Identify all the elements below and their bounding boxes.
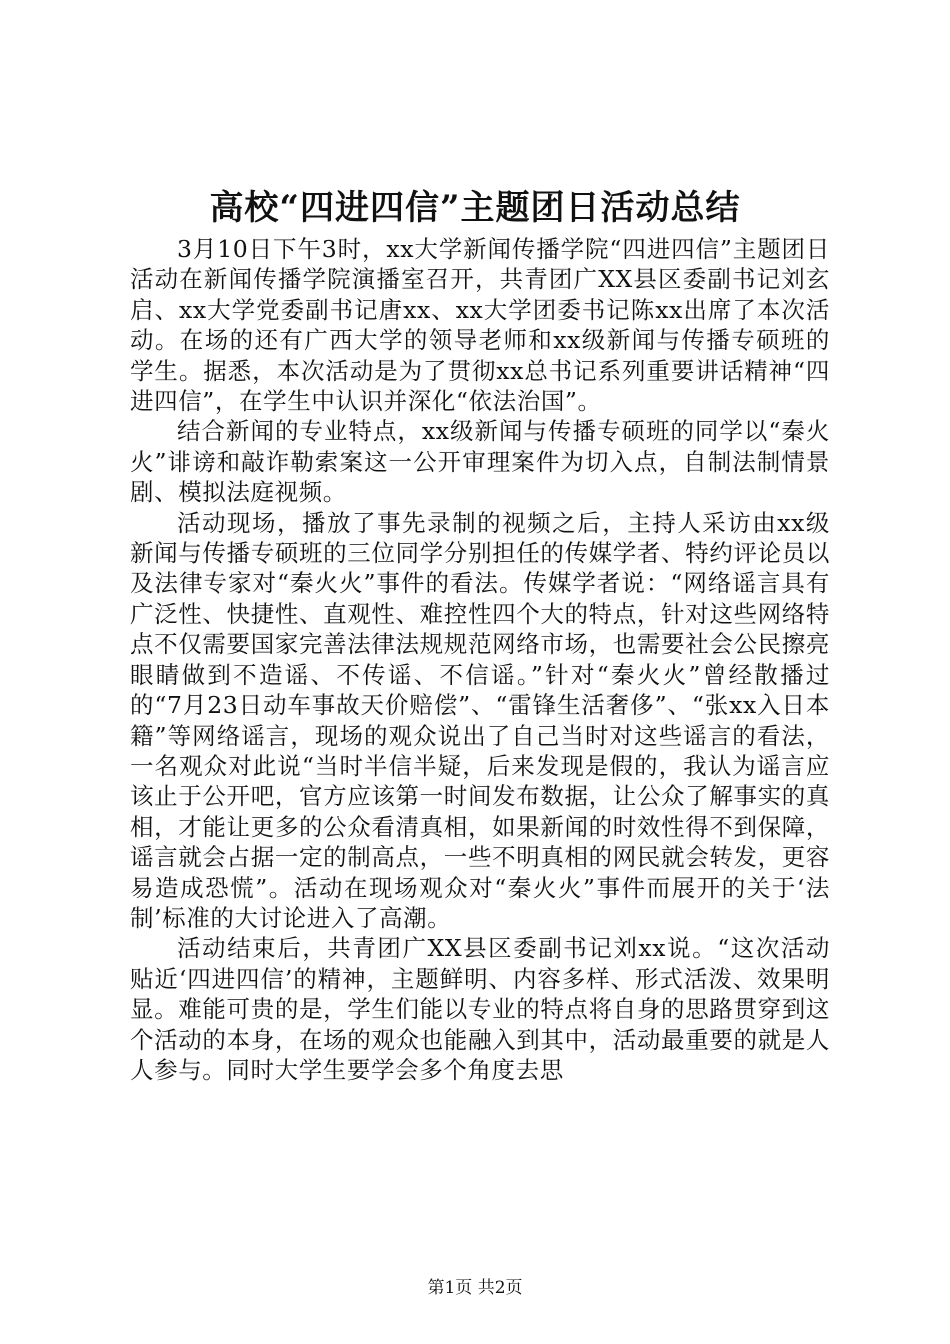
paragraph: 活动现场，播放了事先录制的视频之后，主持人采访由xx级新闻与传播专硕班的三位同学分别担任的传媒学者、特约评论员以及法律专家对“秦火火”事件的看法。传媒学者说：“网络谣言具有广泛性、快捷性、直观性、难控性四个大的特点，针对这些网络特点不仅需要国家完善法律法规规范网络市场，也需要社会公民擦亮眼睛做到不造谣、不传谣、不信谣。”针对“秦火火”曾经散播过的“7月23日动车事故天价赔偿”、“雷锋生活奢侈”、“张xx入日本籍”等网络谣言，现场的观众说出了自己当时对这些谣言的看法，一名观众对此说“当时半信半疑，后来发现是假的，我认为谣言应该止于公开吧，官方应该第一时间发布数据，让公众了解事实的真相，才能让更多的公众看清真相，如果新闻的时效性得不到保障，谣言就会占据一定的制高点，一些不明真相的网民就会转发，更容易造成恐慌”。活动在现场观众对“秦火火”事件而展开的关于‘法制’标准的大讨论进入了高潮。 [130, 508, 830, 932]
document-body [130, 234, 830, 1085]
paragraph: 结合新闻的专业特点，xx级新闻与传播专硕班的同学以“秦火火”诽谤和敲诈勒索案这一公开审理案件为切入点，自制法制情景剧、模拟法庭视频。 [130, 417, 830, 507]
paragraph: 3月10日下午3时，xx大学新闻传播学院“四进四信”主题团日活动在新闻传播学院演播室召开，共青团广XX县区委副书记刘玄启、xx大学党委副书记唐xx、xx大学团委书记陈xx出席了本次活动。在场的还有广西大学的领导老师和xx级新闻与传播专硕班的学生。据悉，本次活动是为了贯彻xx总书记系列重要讲话精神“四进四信”，在学生中认识并深化“依法治国”。 [130, 235, 830, 416]
document-title: 高校“四进四信”主题团日活动总结 [209, 188, 741, 228]
paragraph: 活动结束后，共青团广XX县区委副书记刘xx说。“这次活动贴近‘四进四信’的精神，主题鲜明、内容多样、形式活泼、效果明显。难能可贵的是，学生们能以专业的特点将自身的思路贯穿到这个活动的本身，在场的观众也能融入到其中，活动最重要的就是人人参与。同时大学生要学会多个角度去思 [130, 934, 830, 1084]
page-number-footer: 第1页 共2页 [427, 1278, 523, 1298]
